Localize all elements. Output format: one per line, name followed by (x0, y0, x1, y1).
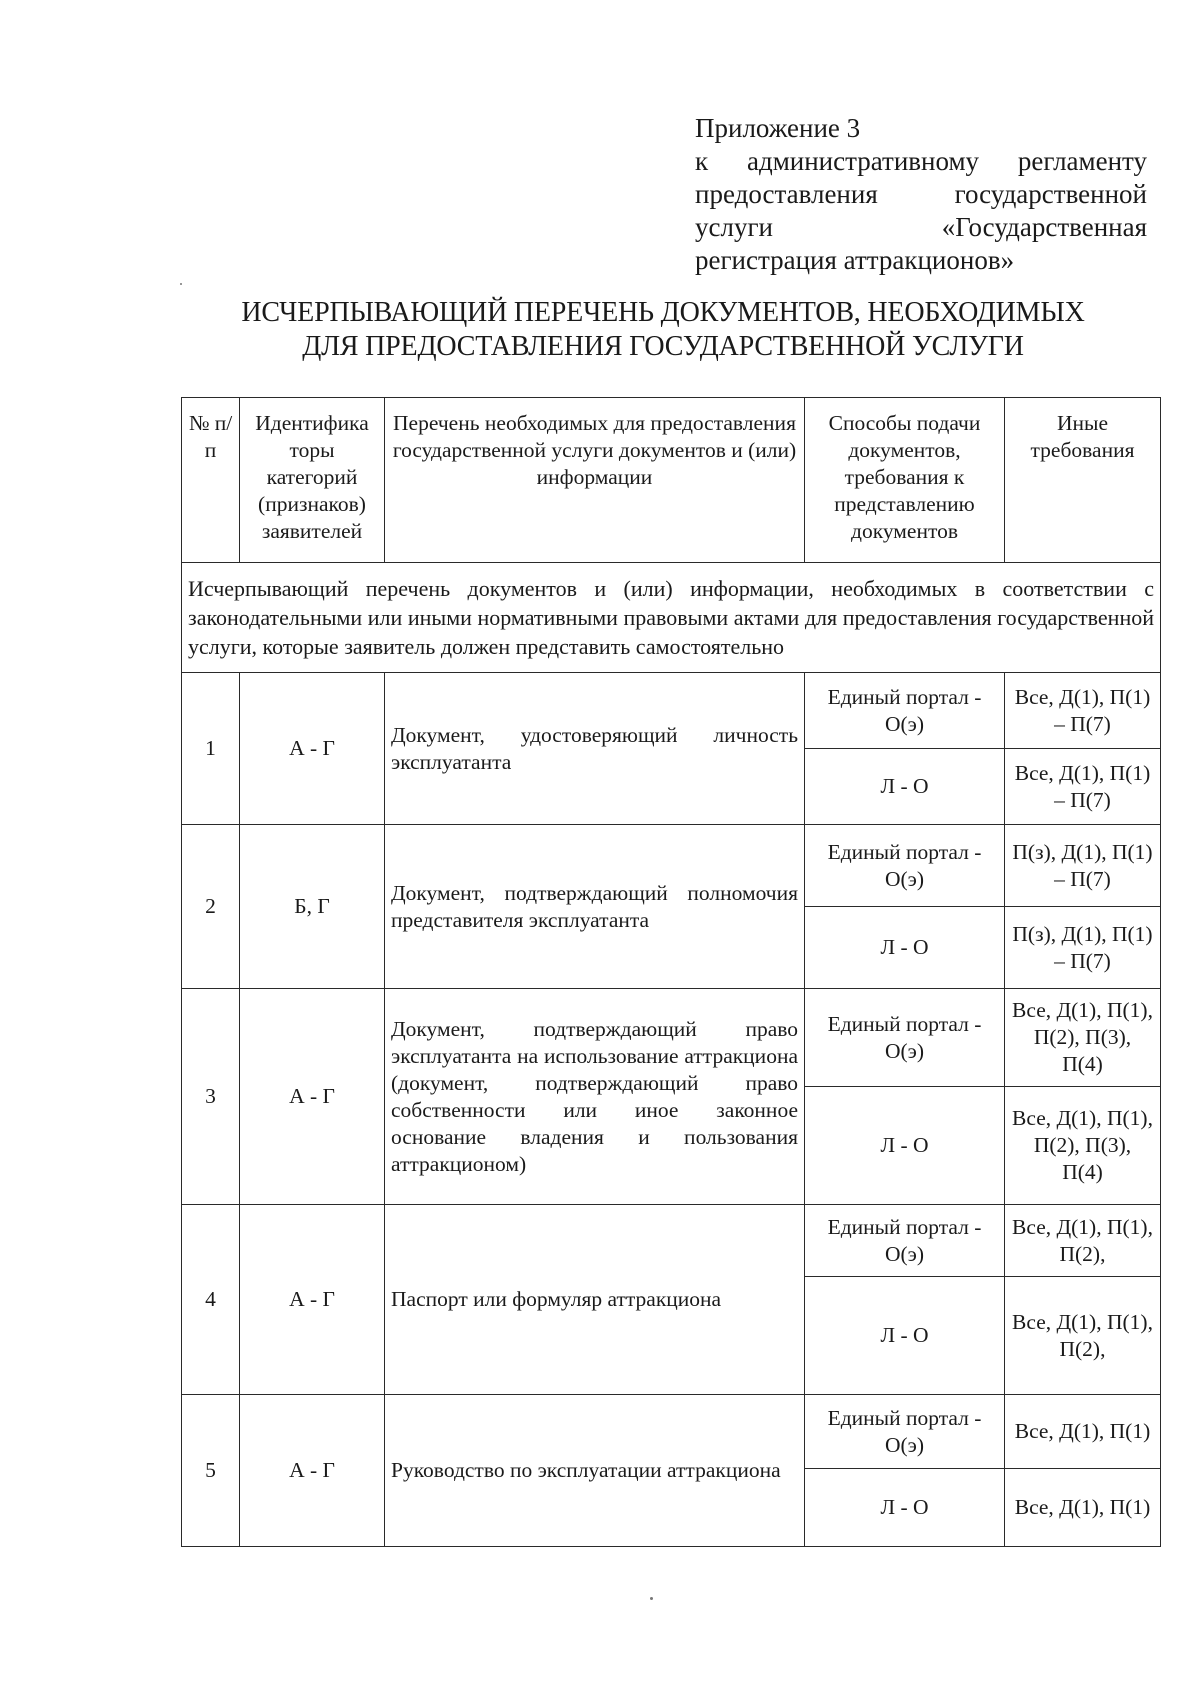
document-title (170, 296, 1156, 364)
header-other: Иные требования (1005, 398, 1161, 563)
table-row (182, 1395, 1161, 1469)
table-header-row (182, 398, 1161, 563)
row-other: Все, Д(1), П(1), П(2), П(3), П(4) (1005, 989, 1161, 1087)
row-number: 1 (182, 673, 240, 825)
row-method: Л - О (805, 749, 1005, 825)
row-document: Паспорт или формуляр аттракциона (385, 1205, 805, 1395)
row-other: Все, Д(1), П(1) – П(7) (1005, 749, 1161, 825)
row-number: 4 (182, 1205, 240, 1395)
section-text: Исчерпывающий перечень документов и (или) информации, необходимых в соответствии с законодательными или иными нормативными правовыми актами для предоставления государственной услуги, которые заявитель должен представить самостоятельно (182, 563, 1161, 673)
row-other: Все, Д(1), П(1), П(2), (1005, 1205, 1161, 1277)
row-document: Документ, удостоверяющий личность эксплуатанта (385, 673, 805, 825)
row-method: Л - О (805, 907, 1005, 989)
row-method: Единый портал - О(э) (805, 1395, 1005, 1469)
appendix-header (695, 112, 1147, 277)
table-row (182, 1205, 1161, 1277)
header-methods: Способы подачи документов, требования к представлению документов (805, 398, 1005, 563)
appendix-line: регистрация аттракционов» (695, 245, 1015, 275)
row-method: Единый портал - О(э) (805, 673, 1005, 749)
row-method: Единый портал - О(э) (805, 825, 1005, 907)
row-number: 2 (182, 825, 240, 989)
row-categories: А - Г (240, 673, 385, 825)
row-method: Л - О (805, 1087, 1005, 1205)
row-other: Все, Д(1), П(1), П(2), П(3), П(4) (1005, 1087, 1161, 1205)
table-row (182, 989, 1161, 1087)
row-document: Руководство по эксплуатации аттракциона (385, 1395, 805, 1547)
section-row (182, 563, 1161, 673)
row-other: Все, Д(1), П(1) (1005, 1469, 1161, 1547)
appendix-line: к административному регламенту (695, 146, 1147, 176)
row-categories: Б, Г (240, 825, 385, 989)
document-title-line: ИСЧЕРПЫВАЮЩИЙ ПЕРЕЧЕНЬ ДОКУМЕНТОВ, НЕОБХОДИМЫХ (241, 297, 1085, 328)
row-other: П(з), Д(1), П(1) – П(7) (1005, 907, 1161, 989)
scan-speck (650, 1597, 653, 1600)
table-row (182, 673, 1161, 749)
table-row (182, 825, 1161, 907)
row-other: Все, Д(1), П(1) (1005, 1395, 1161, 1469)
row-number: 3 (182, 989, 240, 1205)
row-method: Единый портал - О(э) (805, 1205, 1005, 1277)
row-other: Все, Д(1), П(1) – П(7) (1005, 673, 1161, 749)
header-documents: Перечень необходимых для предоставления государственной услуги документов и (или) информации (385, 398, 805, 563)
row-method: Л - О (805, 1277, 1005, 1395)
appendix-line: услуги «Государственная (695, 212, 1147, 242)
row-categories: А - Г (240, 1205, 385, 1395)
scan-speck (180, 283, 182, 285)
documents-table (181, 397, 1161, 1547)
row-method: Л - О (805, 1469, 1005, 1547)
row-method: Единый портал - О(э) (805, 989, 1005, 1087)
row-categories: А - Г (240, 989, 385, 1205)
row-number: 5 (182, 1395, 240, 1547)
row-other: П(з), Д(1), П(1) – П(7) (1005, 825, 1161, 907)
appendix-line: предоставления государственной (695, 179, 1147, 209)
header-no: № п/п (182, 398, 240, 563)
appendix-number: Приложение 3 (695, 113, 861, 143)
header-categories: Идентифика торы категорий (признаков) заявителей (240, 398, 385, 563)
row-document: Документ, подтверждающий полномочия представителя эксплуатанта (385, 825, 805, 989)
row-document: Документ, подтверждающий право эксплуатанта на использование аттракциона (документ, подтверждающий право собственности или иное законное основание владения и пользования аттракционом) (385, 989, 805, 1205)
document-title-line: ДЛЯ ПРЕДОСТАВЛЕНИЯ ГОСУДАРСТВЕННОЙ УСЛУГИ (302, 331, 1024, 362)
row-other: Все, Д(1), П(1), П(2), (1005, 1277, 1161, 1395)
row-categories: А - Г (240, 1395, 385, 1547)
